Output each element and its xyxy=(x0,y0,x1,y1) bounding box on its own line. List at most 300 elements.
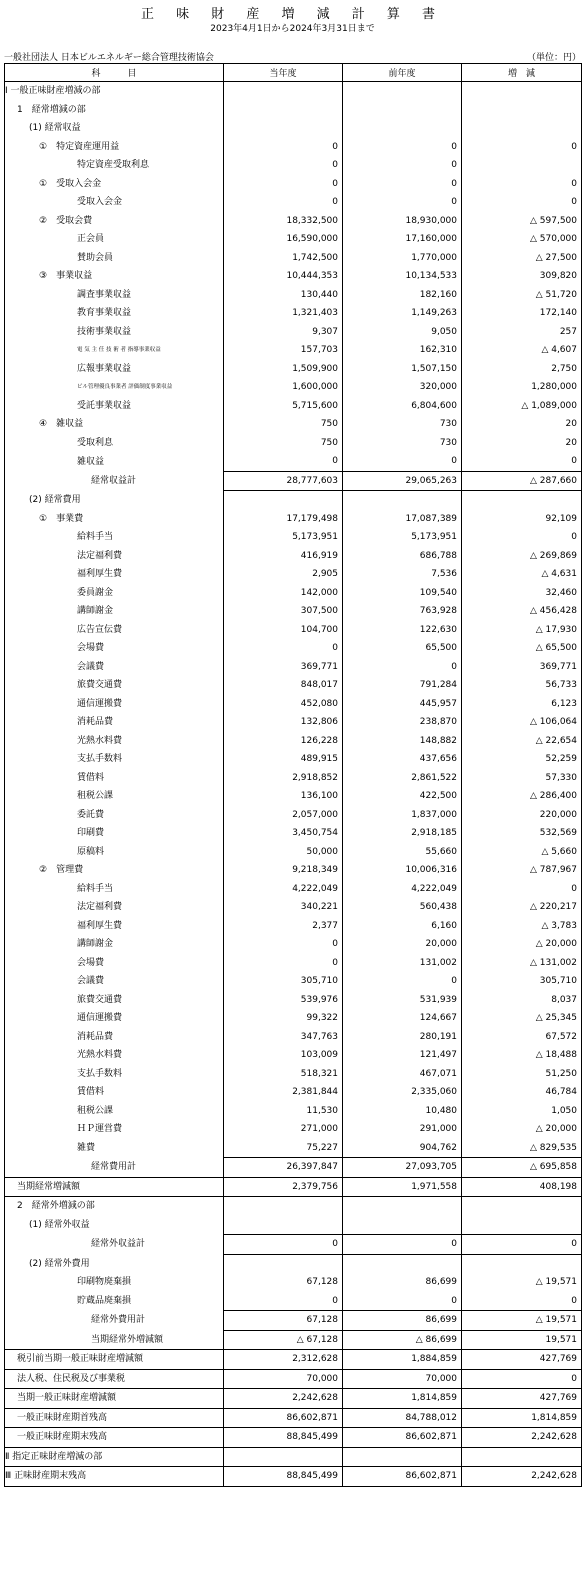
cell-change xyxy=(462,1216,582,1235)
row-label-text: 消耗品費 xyxy=(77,717,114,728)
row-label xyxy=(5,991,224,1010)
cell-current-year: 1,509,900 xyxy=(224,360,343,379)
cell-previous-year: 1,814,859 xyxy=(343,1389,462,1409)
row-label-text: 広告宣伝費 xyxy=(77,624,123,635)
cell-change: 257 xyxy=(462,323,582,342)
row-label xyxy=(5,1447,224,1467)
cell-current-year: 157,703 xyxy=(224,341,343,360)
cell-current-year: 18,332,500 xyxy=(224,212,343,231)
row-label xyxy=(5,917,224,936)
cell-current-year xyxy=(224,1197,343,1216)
row-label-text: 光熱水料費 xyxy=(77,1050,123,1061)
row-label-text: 会議費 xyxy=(77,661,105,672)
table-row xyxy=(5,212,582,231)
cell-previous-year: 1,884,859 xyxy=(343,1350,462,1370)
row-label-text: 旅費交通費 xyxy=(77,994,123,1005)
cell-current-year: 452,080 xyxy=(224,695,343,714)
row-label xyxy=(5,1311,224,1331)
table-row xyxy=(5,1028,582,1047)
cell-previous-year: 86,699 xyxy=(343,1311,462,1331)
row-label-text: 広報事業収益 xyxy=(77,363,132,374)
cell-current-year: 305,710 xyxy=(224,972,343,991)
table-row xyxy=(5,750,582,769)
row-label-text: 法定福利費 xyxy=(77,550,123,561)
cell-previous-year: 162,310 xyxy=(343,341,462,360)
cell-current-year: 88,845,499 xyxy=(224,1428,343,1448)
cell-previous-year xyxy=(343,1447,462,1467)
row-label-text: 賃借料 xyxy=(77,1087,105,1098)
header-account: 科 目 xyxy=(5,64,224,82)
row-label xyxy=(5,212,224,231)
header-change: 増 減 xyxy=(462,64,582,82)
cell-current-year: 0 xyxy=(224,193,343,212)
table-row xyxy=(5,1139,582,1158)
cell-change xyxy=(462,491,582,510)
cell-current-year: 103,009 xyxy=(224,1046,343,1065)
table-row xyxy=(5,175,582,194)
cell-current-year: 88,845,499 xyxy=(224,1467,343,1487)
table-row xyxy=(5,713,582,732)
row-label xyxy=(5,621,224,640)
row-label-text: 法定福利費 xyxy=(77,902,123,913)
row-label xyxy=(5,434,224,453)
cell-previous-year: 2,335,060 xyxy=(343,1083,462,1102)
row-label xyxy=(5,101,224,120)
cell-previous-year: 122,630 xyxy=(343,621,462,640)
cell-change: 1,050 xyxy=(462,1102,582,1121)
cell-change: △ 269,869 xyxy=(462,547,582,566)
cell-current-year: 0 xyxy=(224,138,343,157)
row-label xyxy=(5,602,224,621)
cell-change xyxy=(462,82,582,101)
row-label xyxy=(5,341,224,360)
row-label-text: 通信運搬費 xyxy=(77,1013,123,1024)
row-label-text: ① 受取入会金 xyxy=(39,178,102,189)
row-label-text: 賃借料 xyxy=(77,772,105,783)
row-label xyxy=(5,1046,224,1065)
cell-previous-year: 0 xyxy=(343,193,462,212)
row-label xyxy=(5,119,224,138)
table-row xyxy=(5,510,582,529)
row-label-text: 講師謝金 xyxy=(77,939,114,950)
table-row xyxy=(5,1102,582,1121)
cell-previous-year: 0 xyxy=(343,972,462,991)
cell-previous-year: 10,134,533 xyxy=(343,267,462,286)
cell-current-year: 2,242,628 xyxy=(224,1389,343,1409)
cell-current-year: 126,228 xyxy=(224,732,343,751)
table-row xyxy=(5,602,582,621)
cell-current-year: 132,806 xyxy=(224,713,343,732)
row-label-text: 租税公課 xyxy=(77,1105,114,1116)
row-label xyxy=(5,415,224,434)
table-row xyxy=(5,101,582,120)
report-meta xyxy=(0,49,585,63)
cell-change: △ 5,660 xyxy=(462,843,582,862)
row-label-text: 法人税、住民税及び事業税 xyxy=(17,1373,126,1384)
row-label xyxy=(5,471,224,491)
cell-current-year: 0 xyxy=(224,639,343,658)
cell-change: 0 xyxy=(462,1369,582,1389)
row-label xyxy=(5,249,224,268)
cell-change: 305,710 xyxy=(462,972,582,991)
cell-change: 1,814,859 xyxy=(462,1408,582,1428)
table-row xyxy=(5,1235,582,1255)
row-label xyxy=(5,843,224,862)
table-row xyxy=(5,935,582,954)
cell-previous-year: 0 xyxy=(343,658,462,677)
cell-previous-year: 791,284 xyxy=(343,676,462,695)
table-row xyxy=(5,1467,582,1487)
row-label xyxy=(5,323,224,342)
cell-current-year: 369,771 xyxy=(224,658,343,677)
cell-change: △ 20,000 xyxy=(462,1120,582,1139)
cell-previous-year: 1,770,000 xyxy=(343,249,462,268)
cell-change: 51,250 xyxy=(462,1065,582,1084)
row-label xyxy=(5,1120,224,1139)
table-row xyxy=(5,1369,582,1389)
header-row xyxy=(5,64,582,82)
cell-previous-year: 86,602,871 xyxy=(343,1428,462,1448)
table-row xyxy=(5,1311,582,1331)
cell-change: 427,769 xyxy=(462,1389,582,1409)
row-label-text: 1 経常増減の部 xyxy=(17,104,86,115)
table-row xyxy=(5,341,582,360)
row-label xyxy=(5,1102,224,1121)
cell-change: △ 19,571 xyxy=(462,1311,582,1331)
cell-current-year xyxy=(224,82,343,101)
cell-change: 0 xyxy=(462,452,582,471)
cell-change: 56,733 xyxy=(462,676,582,695)
cell-change: 1,280,000 xyxy=(462,378,582,397)
cell-previous-year: 70,000 xyxy=(343,1369,462,1389)
row-label xyxy=(5,1292,224,1311)
row-label-text: 原稿料 xyxy=(77,846,105,857)
cell-previous-year: 445,957 xyxy=(343,695,462,714)
header-current-year: 当年度 xyxy=(224,64,343,82)
cell-current-year: 750 xyxy=(224,415,343,434)
row-label xyxy=(5,1467,224,1487)
cell-change: △ 286,400 xyxy=(462,787,582,806)
cell-previous-year: 7,536 xyxy=(343,565,462,584)
cell-previous-year: 730 xyxy=(343,415,462,434)
table-row xyxy=(5,156,582,175)
row-label xyxy=(5,954,224,973)
cell-change: △ 570,000 xyxy=(462,230,582,249)
row-label-text: 賛助会員 xyxy=(77,252,114,263)
row-label-text: 給料手当 xyxy=(77,883,114,894)
cell-previous-year: 17,087,389 xyxy=(343,510,462,529)
cell-change: 0 xyxy=(462,1292,582,1311)
row-label-text: 経常外費用計 xyxy=(91,1315,146,1326)
cell-previous-year: 0 xyxy=(343,452,462,471)
cell-change xyxy=(462,119,582,138)
cell-previous-year: 320,000 xyxy=(343,378,462,397)
statement-body xyxy=(5,82,582,1487)
cell-current-year: 17,179,498 xyxy=(224,510,343,529)
row-label xyxy=(5,658,224,677)
row-label-text: 教育事業収益 xyxy=(77,308,132,319)
row-label-text: 支払手数料 xyxy=(77,1068,123,1079)
cell-change: △ 829,535 xyxy=(462,1139,582,1158)
cell-change: 532,569 xyxy=(462,824,582,843)
cell-current-year: 5,173,951 xyxy=(224,528,343,547)
table-row xyxy=(5,639,582,658)
row-label-text: 光熱水料費 xyxy=(77,735,123,746)
table-row xyxy=(5,471,582,491)
row-label-text: 印刷物廃棄損 xyxy=(77,1277,132,1288)
cell-current-year: △ 67,128 xyxy=(224,1330,343,1350)
table-row xyxy=(5,991,582,1010)
cell-previous-year: 0 xyxy=(343,1292,462,1311)
row-label-text: 委託費 xyxy=(77,809,105,820)
row-label-text: 貯蔵品廃棄損 xyxy=(77,1296,132,1306)
cell-current-year: 2,377 xyxy=(224,917,343,936)
table-row xyxy=(5,806,582,825)
cell-previous-year: 467,071 xyxy=(343,1065,462,1084)
cell-change: △ 27,500 xyxy=(462,249,582,268)
cell-change: 67,572 xyxy=(462,1028,582,1047)
row-label-text: 給料手当 xyxy=(77,532,114,543)
row-label-text: Ⅰ 一般正味財産増減の部 xyxy=(5,86,101,97)
cell-change: 220,000 xyxy=(462,806,582,825)
row-label-text: 会場費 xyxy=(77,957,105,968)
cell-current-year: 271,000 xyxy=(224,1120,343,1139)
row-label-text: 正会員 xyxy=(77,234,105,245)
cell-current-year: 347,763 xyxy=(224,1028,343,1047)
row-label-text: (1) 経常収益 xyxy=(29,123,81,134)
cell-previous-year: 9,050 xyxy=(343,323,462,342)
cell-change: 0 xyxy=(462,1235,582,1255)
cell-current-year: 2,312,628 xyxy=(224,1350,343,1370)
cell-current-year: 10,444,353 xyxy=(224,267,343,286)
row-label-text: 技術事業収益 xyxy=(77,326,132,337)
cell-previous-year: 4,222,049 xyxy=(343,880,462,899)
row-label-text: 受取入会金 xyxy=(77,197,123,208)
table-row xyxy=(5,621,582,640)
table-row xyxy=(5,249,582,268)
cell-change: 427,769 xyxy=(462,1350,582,1370)
cell-previous-year: 84,788,012 xyxy=(343,1408,462,1428)
cell-current-year: 75,227 xyxy=(224,1139,343,1158)
table-row xyxy=(5,415,582,434)
row-label-text: 旅費交通費 xyxy=(77,680,123,691)
table-row xyxy=(5,1065,582,1084)
cell-previous-year: 148,882 xyxy=(343,732,462,751)
row-label-text: Ⅲ 正味財産期末残高 xyxy=(5,1471,87,1482)
cell-current-year: 416,919 xyxy=(224,547,343,566)
cell-current-year: 11,530 xyxy=(224,1102,343,1121)
row-label xyxy=(5,1254,224,1273)
cell-change: △ 4,631 xyxy=(462,565,582,584)
row-label xyxy=(5,230,224,249)
table-row xyxy=(5,1273,582,1292)
cell-current-year: 2,379,756 xyxy=(224,1177,343,1197)
table-row xyxy=(5,1009,582,1028)
row-label xyxy=(5,82,224,101)
table-row xyxy=(5,1447,582,1467)
cell-previous-year: 27,093,705 xyxy=(343,1158,462,1178)
cell-change: △ 4,607 xyxy=(462,341,582,360)
table-row xyxy=(5,378,582,397)
row-label xyxy=(5,565,224,584)
cell-previous-year: 29,065,263 xyxy=(343,471,462,491)
row-label xyxy=(5,378,224,397)
table-row xyxy=(5,917,582,936)
row-label xyxy=(5,1139,224,1158)
table-row xyxy=(5,452,582,471)
row-label xyxy=(5,138,224,157)
cell-change: 0 xyxy=(462,528,582,547)
cell-previous-year: 0 xyxy=(343,175,462,194)
cell-previous-year: 904,762 xyxy=(343,1139,462,1158)
table-row xyxy=(5,954,582,973)
row-label-text: 当期経常増減額 xyxy=(17,1181,81,1192)
row-label-text: 福利厚生費 xyxy=(77,920,123,931)
cell-current-year: 848,017 xyxy=(224,676,343,695)
row-label-text: ③ 事業収益 xyxy=(39,271,93,282)
cell-current-year: 0 xyxy=(224,452,343,471)
cell-current-year: 0 xyxy=(224,954,343,973)
cell-previous-year: 121,497 xyxy=(343,1046,462,1065)
cell-current-year: 67,128 xyxy=(224,1273,343,1292)
table-row xyxy=(5,824,582,843)
row-label xyxy=(5,304,224,323)
cell-change: 52,259 xyxy=(462,750,582,769)
cell-current-year: 539,976 xyxy=(224,991,343,1010)
cell-current-year: 16,590,000 xyxy=(224,230,343,249)
cell-current-year: 0 xyxy=(224,1235,343,1255)
cell-previous-year: 686,788 xyxy=(343,547,462,566)
cell-change: 46,784 xyxy=(462,1083,582,1102)
row-label-text: 講師謝金 xyxy=(77,606,114,617)
cell-current-year: 489,915 xyxy=(224,750,343,769)
table-row xyxy=(5,286,582,305)
table-row xyxy=(5,658,582,677)
row-label-text: 雑収益 xyxy=(77,456,105,467)
cell-current-year: 3,450,754 xyxy=(224,824,343,843)
row-label-text: 通信運搬費 xyxy=(77,698,123,709)
table-row xyxy=(5,695,582,714)
cell-change: 92,109 xyxy=(462,510,582,529)
cell-change: △ 597,500 xyxy=(462,212,582,231)
row-label-text: Ⅱ 指定正味財産増減の部 xyxy=(5,1451,103,1462)
table-row xyxy=(5,1389,582,1409)
row-label-text: 経常収益計 xyxy=(91,475,137,486)
row-label xyxy=(5,1428,224,1448)
cell-current-year: 307,500 xyxy=(224,602,343,621)
row-label xyxy=(5,584,224,603)
cell-change: 20 xyxy=(462,415,582,434)
row-label-text: 支払手数料 xyxy=(77,754,123,765)
table-row xyxy=(5,304,582,323)
table-row xyxy=(5,1197,582,1216)
organization-name: 一般社団法人 日本ビルエネルギー総合管理技術協会 xyxy=(4,53,214,63)
cell-previous-year: 2,861,522 xyxy=(343,769,462,788)
cell-change: △ 787,967 xyxy=(462,861,582,880)
table-row xyxy=(5,1158,582,1178)
row-label xyxy=(5,491,224,510)
cell-previous-year: 2,918,185 xyxy=(343,824,462,843)
row-label-text: 消耗品費 xyxy=(77,1031,114,1042)
cell-previous-year: 560,438 xyxy=(343,898,462,917)
row-label xyxy=(5,1216,224,1235)
row-label-text: 受託事業収益 xyxy=(77,400,132,411)
row-label-text: 一般正味財産期首残高 xyxy=(17,1412,108,1423)
cell-current-year: 0 xyxy=(224,175,343,194)
table-row xyxy=(5,267,582,286)
row-label xyxy=(5,1235,224,1255)
cell-change: △ 456,428 xyxy=(462,602,582,621)
cell-change: 20 xyxy=(462,434,582,453)
cell-current-year: 340,221 xyxy=(224,898,343,917)
table-row xyxy=(5,491,582,510)
cell-change: △ 106,064 xyxy=(462,713,582,732)
row-label-text: 経常費用計 xyxy=(91,1162,137,1172)
cell-change: 0 xyxy=(462,880,582,899)
cell-current-year: 142,000 xyxy=(224,584,343,603)
row-label xyxy=(5,639,224,658)
row-label-text: (2) 経常外費用 xyxy=(29,1258,90,1269)
cell-current-year xyxy=(224,1447,343,1467)
row-label xyxy=(5,1330,224,1350)
cell-previous-year xyxy=(343,1197,462,1216)
row-label-text: ① 特定資産運用益 xyxy=(39,141,120,152)
cell-previous-year: 124,667 xyxy=(343,1009,462,1028)
cell-change: △ 19,571 xyxy=(462,1273,582,1292)
cell-previous-year: 6,160 xyxy=(343,917,462,936)
row-label-text: ④ 雑収益 xyxy=(39,419,84,430)
row-label xyxy=(5,1273,224,1292)
row-label xyxy=(5,452,224,471)
cell-current-year: 5,715,600 xyxy=(224,397,343,416)
table-row xyxy=(5,732,582,751)
cell-previous-year xyxy=(343,82,462,101)
cell-previous-year: 10,006,316 xyxy=(343,861,462,880)
cell-current-year: 104,700 xyxy=(224,621,343,640)
row-label xyxy=(5,935,224,954)
row-label xyxy=(5,1389,224,1409)
cell-previous-year: 238,870 xyxy=(343,713,462,732)
cell-current-year: 2,918,852 xyxy=(224,769,343,788)
row-label-text: 会場費 xyxy=(77,643,105,654)
table-row xyxy=(5,1120,582,1139)
cell-current-year: 1,742,500 xyxy=(224,249,343,268)
cell-change: 57,330 xyxy=(462,769,582,788)
header-previous-year: 前年度 xyxy=(343,64,462,82)
table-row xyxy=(5,769,582,788)
cell-previous-year: 1,149,263 xyxy=(343,304,462,323)
cell-previous-year xyxy=(343,1216,462,1235)
table-row xyxy=(5,1083,582,1102)
row-label xyxy=(5,1028,224,1047)
cell-previous-year: 730 xyxy=(343,434,462,453)
cell-change: 8,037 xyxy=(462,991,582,1010)
row-label xyxy=(5,880,224,899)
row-label-text: ② 管理費 xyxy=(39,865,84,876)
table-row xyxy=(5,565,582,584)
row-label xyxy=(5,360,224,379)
cell-change: △ 20,000 xyxy=(462,935,582,954)
cell-current-year: 2,057,000 xyxy=(224,806,343,825)
table-row xyxy=(5,547,582,566)
cell-change: △ 1,089,000 xyxy=(462,397,582,416)
cell-previous-year: 5,173,951 xyxy=(343,528,462,547)
cell-current-year: 2,381,844 xyxy=(224,1083,343,1102)
cell-change: △ 25,345 xyxy=(462,1009,582,1028)
cell-current-year: 1,321,403 xyxy=(224,304,343,323)
row-label xyxy=(5,676,224,695)
cell-previous-year xyxy=(343,101,462,120)
